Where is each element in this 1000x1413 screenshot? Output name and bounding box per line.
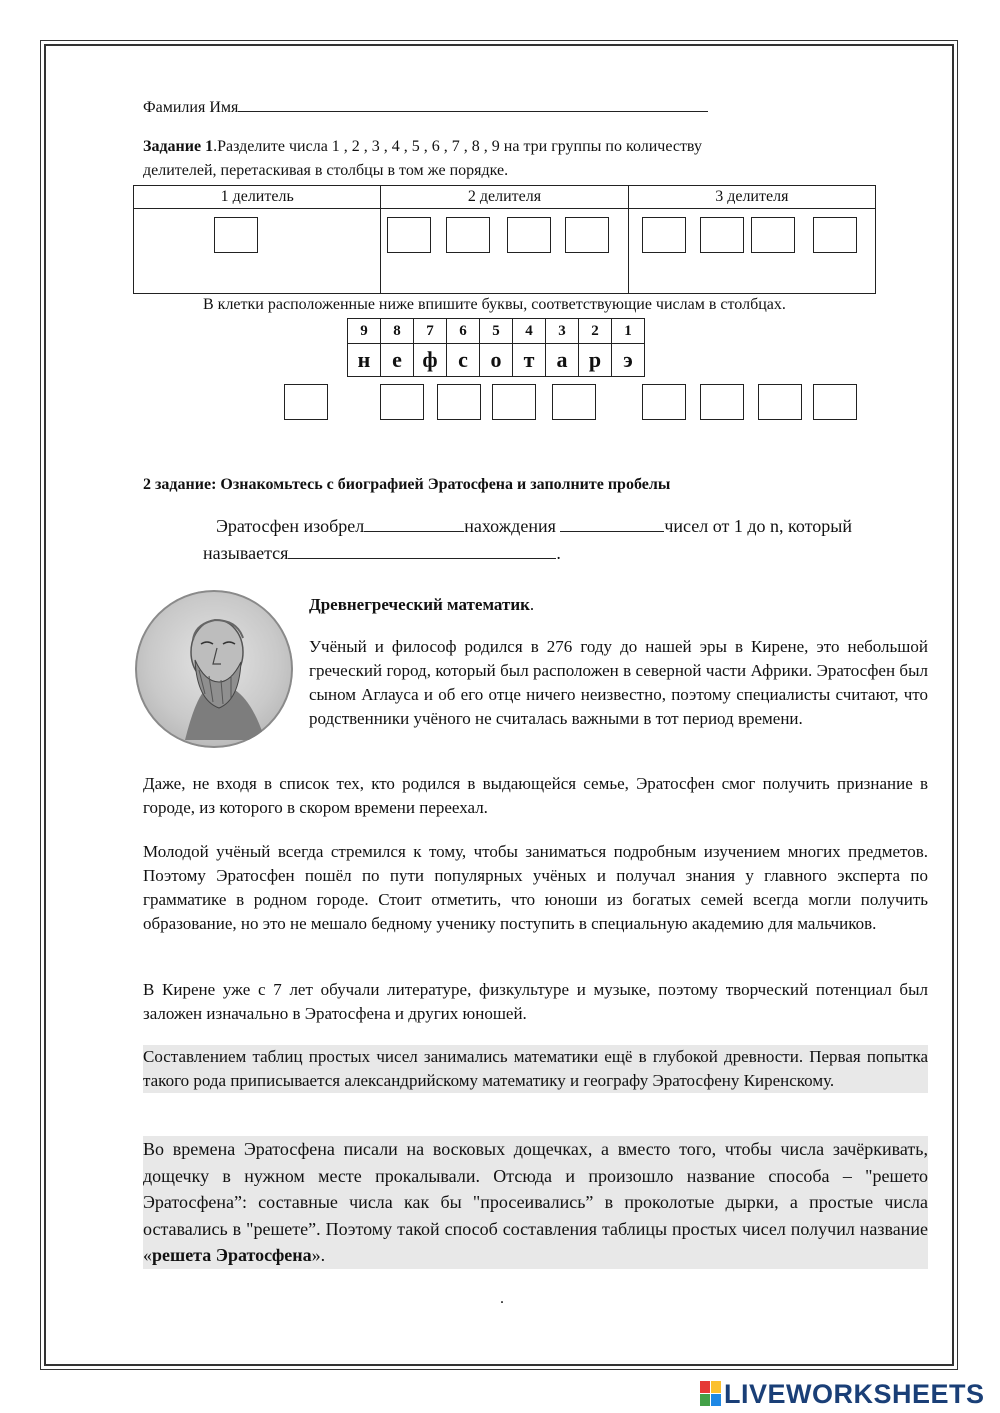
cipher-number: 3 [546,319,579,344]
cipher-table [347,318,645,377]
logo-text: LIVEWORKSHEETS [724,1378,985,1409]
bio-paragraph-6-end: ». [311,1245,326,1265]
cipher-number: 1 [612,319,645,344]
bio-paragraph-1-block [309,635,928,731]
cipher-letter: э [612,344,645,377]
bio-paragraph-1: Учёный и философ родился в 276 году до нашей эры в Кирене, это небольшой греческий город, который был расположен в северной части Африки. Эратосфен был сыном Аглауса и об его отце ничего неизвестно, поэтому специалисты считают, что родственники учёного не считалась важными в тот период времени. [309,637,928,728]
cipher-instruction: В клетки расположенные ниже впишите буквы, соответствующие числам в столбцах. [203,296,786,313]
column-header-1: 1 делитель [134,186,381,209]
cipher-number: 5 [480,319,513,344]
answer-letter-box[interactable] [492,384,536,420]
cipher-number-row [348,319,645,344]
task1-intro-line2: делителей, перетаскивая в столбцы в том же порядке. [143,162,509,179]
task2-title: 2 задание: Ознакомьтесь с биографией Эратосфена и заполните пробелы [143,476,671,493]
bio-paragraph-4-block [143,978,928,1026]
bio-paragraph-4: В Кирене уже с 7 лет обучали литературе, физкультуре и музыке, поэтому творческий потенциал был заложен изначально в Эратосфена и других юношей. [143,980,928,1023]
bio-paragraph-6 [143,1136,928,1269]
answer-letter-box[interactable] [642,384,686,420]
fill-text-3: чисел от 1 до n, который [664,516,852,536]
task1-intro-text: .Разделите числа 1 , 2 , 3 , 4 , 5 , 6 , 7 , 8 , 9 на три группы по количеству [213,138,702,155]
answer-letter-box[interactable] [552,384,596,420]
fill-text-2: нахождения [464,516,561,536]
cipher-letter: а [546,344,579,377]
answer-letter-box[interactable] [813,384,857,420]
cipher-number: 9 [348,319,381,344]
fill-text-4: называется [203,543,289,563]
task1-title: Задание 1 [143,138,214,155]
blank-invented[interactable] [364,517,464,532]
cipher-letter: ф [414,344,447,377]
cipher-letter: о [480,344,513,377]
cipher-letter: т [513,344,546,377]
bio-paragraph-6-block [143,1136,928,1269]
bio-paragraph-6-main: Во времена Эратосфена писали на восковых дощечках, а вместо того, чтобы числа зачёркивать, дощечку в нужном месте прокалывали. Отсюда и произошло название способа – "решето Эратосфена”: составные числа как бы "просеивались” в проколотые дырки, а простые числа оставались в "решете”. Поэтому такой способ составления таблицы простых чисел получил название « [143,1139,928,1265]
drop-box[interactable] [446,217,490,253]
blank-name[interactable] [288,544,556,559]
cipher-letter: н [348,344,381,377]
cipher-number: 4 [513,319,546,344]
cipher-letter: е [381,344,414,377]
cipher-letter: с [447,344,480,377]
cipher-number: 8 [381,319,414,344]
name-input-line[interactable] [238,97,708,112]
drop-box[interactable] [642,217,686,253]
answer-letter-box[interactable] [380,384,424,420]
answer-letter-box[interactable] [758,384,802,420]
bio-paragraph-3: Молодой учёный всегда стремился к тому, чтобы заниматься подробным изучением многих предметов. Поэтому Эратосфен пошёл по пути популярных учёных и получал знания у главного эксперта по грамматике в родном городе. Стоит отметить, что юноши из богатых семей всегда могли получить образование, но это не мешало бедному ученику поступить в специальную академию для мальчиков. [143,842,928,933]
bio-heading [309,595,534,615]
bio-heading-suffix: . [529,595,535,614]
answer-letter-box[interactable] [437,384,481,420]
bio-paragraph-2-block [143,772,928,820]
bio-paragraph-2: Даже, не входя в список тех, кто родился в выдающейся семье, Эратосфен смог получить признание в городе, из которого в скором времени переехал. [143,774,928,817]
drop-box[interactable] [565,217,609,253]
cipher-letter-row [348,344,645,377]
cipher-number: 2 [579,319,612,344]
drop-box[interactable] [751,217,795,253]
cipher-number: 7 [414,319,447,344]
column-header-3: 3 делителя [628,186,875,209]
bio-paragraph-5-block [143,1045,928,1093]
name-line [143,97,708,117]
cipher-letter: р [579,344,612,377]
bio-paragraph-5: Составлением таблиц простых чисел занимались математики ещё в глубокой древности. Первая попытка такого рода приписывается александрийскому математику и географу Эратосфену Киренскому. [143,1045,928,1093]
answer-letter-box[interactable] [284,384,328,420]
bio-heading-text: Древнегреческий математик [309,595,530,614]
name-label: Фамилия Имя [143,99,239,116]
fill-text-1: Эратосфен изобрел [216,516,365,536]
portrait-drawing [135,590,293,748]
answer-letter-box[interactable] [700,384,744,420]
column-header-2: 2 делителя [381,186,628,209]
drop-box[interactable] [700,217,744,253]
fill-text-5: . [556,543,561,563]
bio-paragraph-6-bold: решета Эратосфена [152,1245,312,1265]
task1-intro [143,138,928,156]
blank-numbers[interactable] [560,517,664,532]
bio-paragraph-3-block [143,840,928,936]
fill-sentence-line2 [203,543,561,564]
logo-icon [700,1381,722,1407]
trailing-dot: . [500,1290,504,1307]
fill-sentence-line1 [216,516,852,537]
liveworksheets-logo [700,1378,985,1410]
drop-box[interactable] [214,217,258,253]
cipher-number: 6 [447,319,480,344]
eratosthenes-portrait [135,590,293,748]
drop-box[interactable] [387,217,431,253]
drop-box[interactable] [813,217,857,253]
drop-box[interactable] [507,217,551,253]
